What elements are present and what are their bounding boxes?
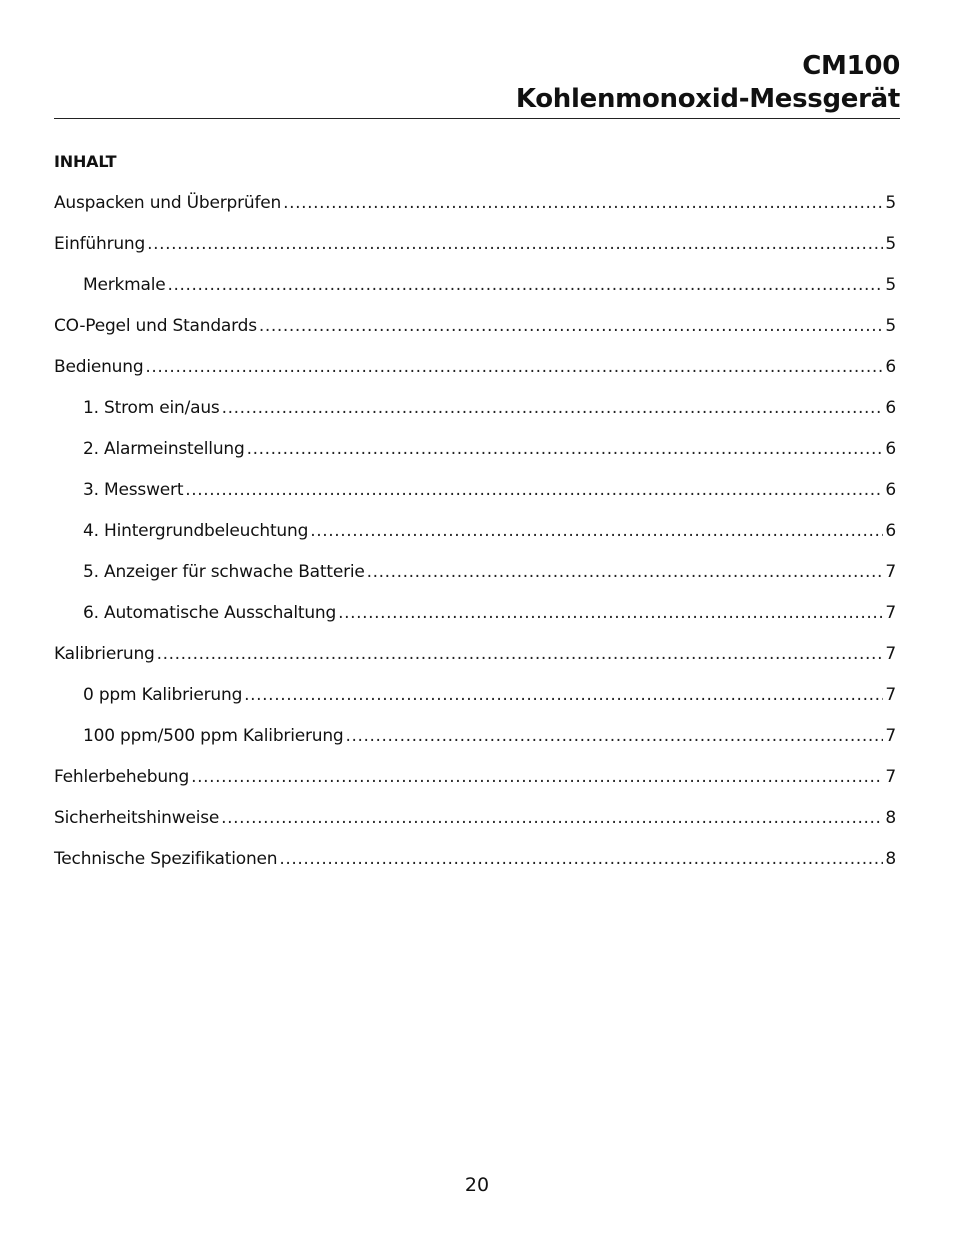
toc-entry-page: 6	[885, 357, 896, 377]
document-header	[54, 50, 900, 119]
toc-dot-leader	[338, 601, 883, 625]
toc-entry-page: 8	[885, 849, 896, 869]
toc-dot-leader	[247, 437, 884, 461]
toc-entry-label: 5. Anzeiger für schwache Batterie	[83, 562, 365, 582]
toc-entry[interactable]	[54, 191, 896, 232]
toc-entry-page: 7	[885, 685, 896, 705]
toc-dot-leader	[346, 724, 884, 748]
toc-entry[interactable]	[54, 806, 896, 847]
product-name-title: Kohlenmonoxid-Messgerät	[515, 84, 900, 114]
toc-entry[interactable]	[54, 355, 896, 396]
toc-entry-label: Merkmale	[83, 275, 166, 295]
toc-entry-page: 5	[885, 275, 896, 295]
toc-entry[interactable]	[54, 724, 896, 765]
toc-entry-label: Technische Spezifikationen	[54, 849, 278, 869]
toc-entry[interactable]	[54, 560, 896, 601]
toc-entry-label: 0 ppm Kalibrierung	[83, 685, 243, 705]
toc-dot-leader	[222, 396, 884, 420]
toc-dot-leader	[310, 519, 883, 543]
toc-entry-label: 100 ppm/500 ppm Kalibrierung	[83, 726, 344, 746]
toc-dot-leader	[259, 314, 883, 338]
toc-entry-label: Sicherheitshinweise	[54, 808, 220, 828]
toc-entry[interactable]	[54, 601, 896, 642]
toc-entry[interactable]	[54, 765, 896, 806]
toc-entry[interactable]	[54, 232, 896, 273]
toc-entry-label: Kalibrierung	[54, 644, 155, 664]
toc-entry-page: 5	[885, 234, 896, 254]
toc-dot-leader	[147, 232, 883, 256]
toc-entry[interactable]	[54, 519, 896, 560]
toc-entry[interactable]	[54, 314, 896, 355]
toc-entry-page: 7	[885, 767, 896, 787]
toc-entry-page: 6	[885, 398, 896, 418]
toc-entry-page: 6	[885, 521, 896, 541]
toc-entry-label: Auspacken und Überprüfen	[54, 193, 282, 213]
toc-entry-page: 5	[885, 193, 896, 213]
toc-entry-label: 2. Alarmeinstellung	[83, 439, 245, 459]
toc-entry-label: Einführung	[54, 234, 146, 254]
toc-entry-page: 7	[885, 644, 896, 664]
toc-entry[interactable]	[54, 642, 896, 683]
toc-entry[interactable]	[54, 847, 896, 888]
toc-entry-page: 8	[885, 808, 896, 828]
page-number: 20	[464, 1174, 490, 1196]
toc-entry-page: 6	[885, 480, 896, 500]
toc-entry[interactable]	[54, 478, 896, 519]
toc-entry-label: 6. Automatische Ausschaltung	[83, 603, 337, 623]
toc-dot-leader	[157, 642, 884, 666]
toc-entry-label: 4. Hintergrundbeleuchtung	[83, 521, 309, 541]
toc-entry-page: 6	[885, 439, 896, 459]
toc-dot-leader	[145, 355, 883, 379]
toc-entry[interactable]	[54, 437, 896, 478]
toc-entry-page: 5	[885, 316, 896, 336]
toc-dot-leader	[168, 273, 884, 297]
toc-dot-leader	[367, 560, 884, 584]
toc-dot-leader	[279, 847, 883, 871]
toc-entry-label: CO-Pegel und Standards	[54, 316, 257, 336]
product-model-title: CM100	[802, 51, 900, 81]
toc-entry[interactable]	[54, 396, 896, 437]
toc-dot-leader	[244, 683, 883, 707]
toc-entry-label: Bedienung	[54, 357, 144, 377]
toc-entry-label: Fehlerbehebung	[54, 767, 190, 787]
toc-entry[interactable]	[54, 683, 896, 724]
toc-dot-leader	[283, 191, 883, 215]
contents-heading: INHALT	[54, 152, 117, 171]
toc-dot-leader	[191, 765, 883, 789]
toc-dot-leader	[221, 806, 883, 830]
toc-entry-label: 3. Messwert	[83, 480, 184, 500]
toc-dot-leader	[185, 478, 883, 502]
toc-entry-page: 7	[885, 726, 896, 746]
toc-entry[interactable]	[54, 273, 896, 314]
toc-entry-page: 7	[885, 603, 896, 623]
toc-entry-label: 1. Strom ein/aus	[83, 398, 220, 418]
table-of-contents	[54, 191, 896, 888]
toc-entry-page: 7	[885, 562, 896, 582]
